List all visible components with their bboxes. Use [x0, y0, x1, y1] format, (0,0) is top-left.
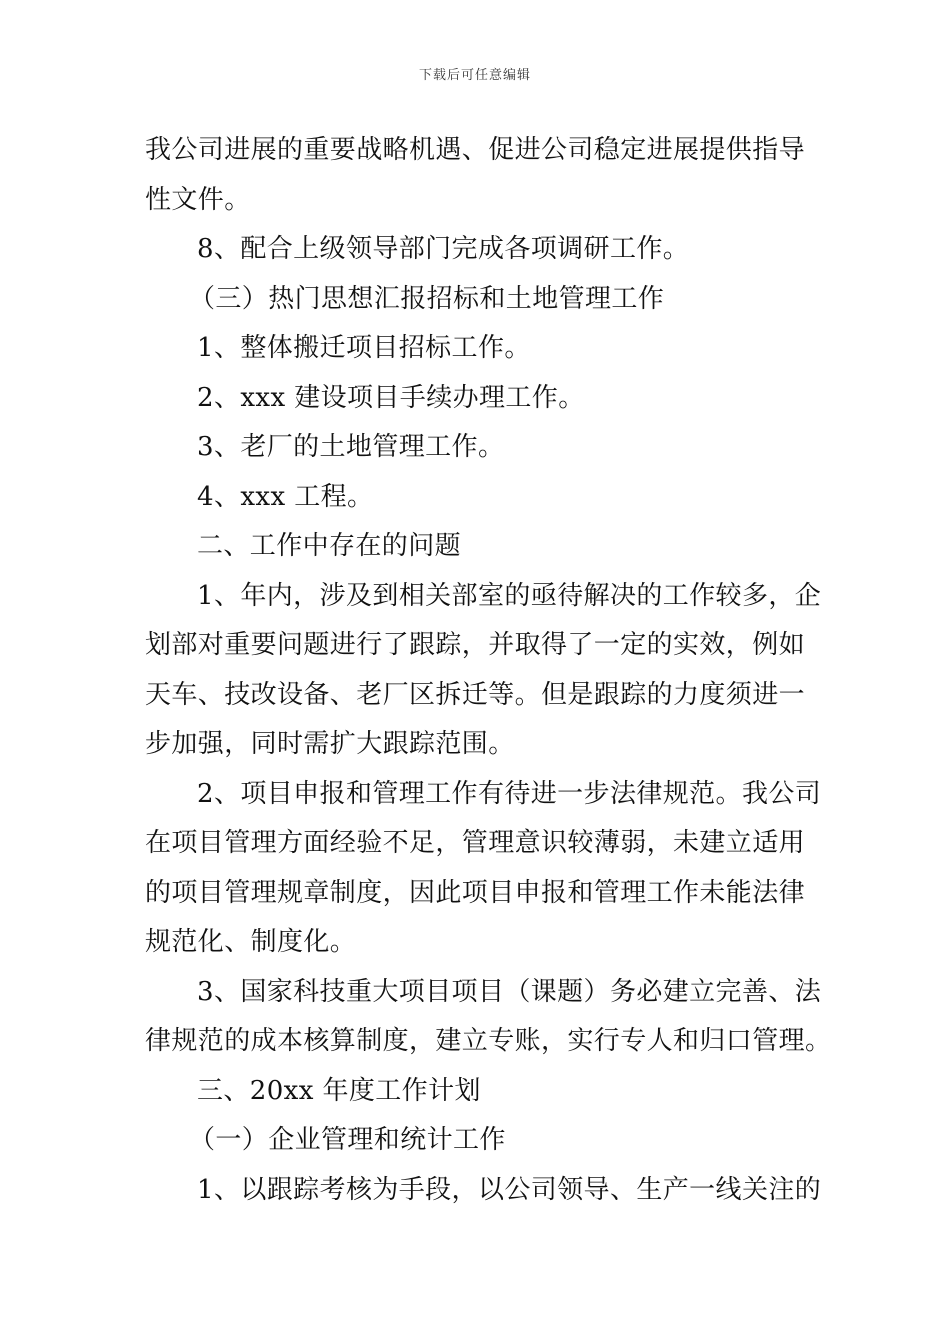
document-body — [145, 126, 832, 1215]
text-line: 4、xxx 工程。 — [197, 481, 374, 512]
text-line: 的项目管理规章制度，因此项目申报和管理工作未能法律 — [145, 877, 806, 908]
text-line: 规范化、制度化。 — [145, 927, 357, 957]
text-line: 二、工作中存在的问题 — [197, 531, 462, 561]
text-line: 3、国家科技重大项目项目（课题）务必建立完善、法 — [197, 976, 822, 1007]
text-line: 性文件。 — [145, 184, 251, 215]
text-line: 1、以跟踪考核为手段，以公司领导、生产一线关注的 — [197, 1174, 822, 1205]
text-line: 1、整体搬迁项目招标工作。 — [197, 333, 531, 363]
text-line: （一）企业管理和统计工作 — [189, 1125, 506, 1155]
text-line: 8、配合上级领导部门完成各项调研工作。 — [197, 234, 690, 264]
text-line: 三、20xx 年度工作计划 — [197, 1075, 481, 1106]
text-line: 步加强，同时需扩大跟踪范围。 — [145, 729, 515, 759]
text-line: 2、项目申报和管理工作有待进一步法律规范。我公司 — [197, 778, 822, 809]
text-line: 2、xxx 建设项目手续办理工作。 — [197, 382, 585, 413]
text-line: （三）热门思想汇报招标和土地管理工作 — [189, 283, 665, 314]
text-line: 划部对重要问题进行了跟踪，并取得了一定的实效，例如 — [145, 630, 806, 660]
text-line: 1、年内，涉及到相关部室的亟待解决的工作较多，企 — [197, 580, 822, 611]
text-line: 3、老厂的土地管理工作。 — [197, 432, 505, 462]
text-line: 我公司进展的重要战略机遇、促进公司稳定进展提供指导 — [145, 135, 806, 165]
text-line: 律规范的成本核算制度，建立专账，实行专人和归口管理。 — [145, 1026, 832, 1056]
page-header-note: 下载后可任意编辑 — [418, 68, 531, 83]
text-line: 在项目管理方面经验不足，管理意识较薄弱，未建立适用 — [145, 828, 806, 858]
text-line: 天车、技改设备、老厂区拆迁等。但是跟踪的力度须进一 — [145, 679, 806, 710]
